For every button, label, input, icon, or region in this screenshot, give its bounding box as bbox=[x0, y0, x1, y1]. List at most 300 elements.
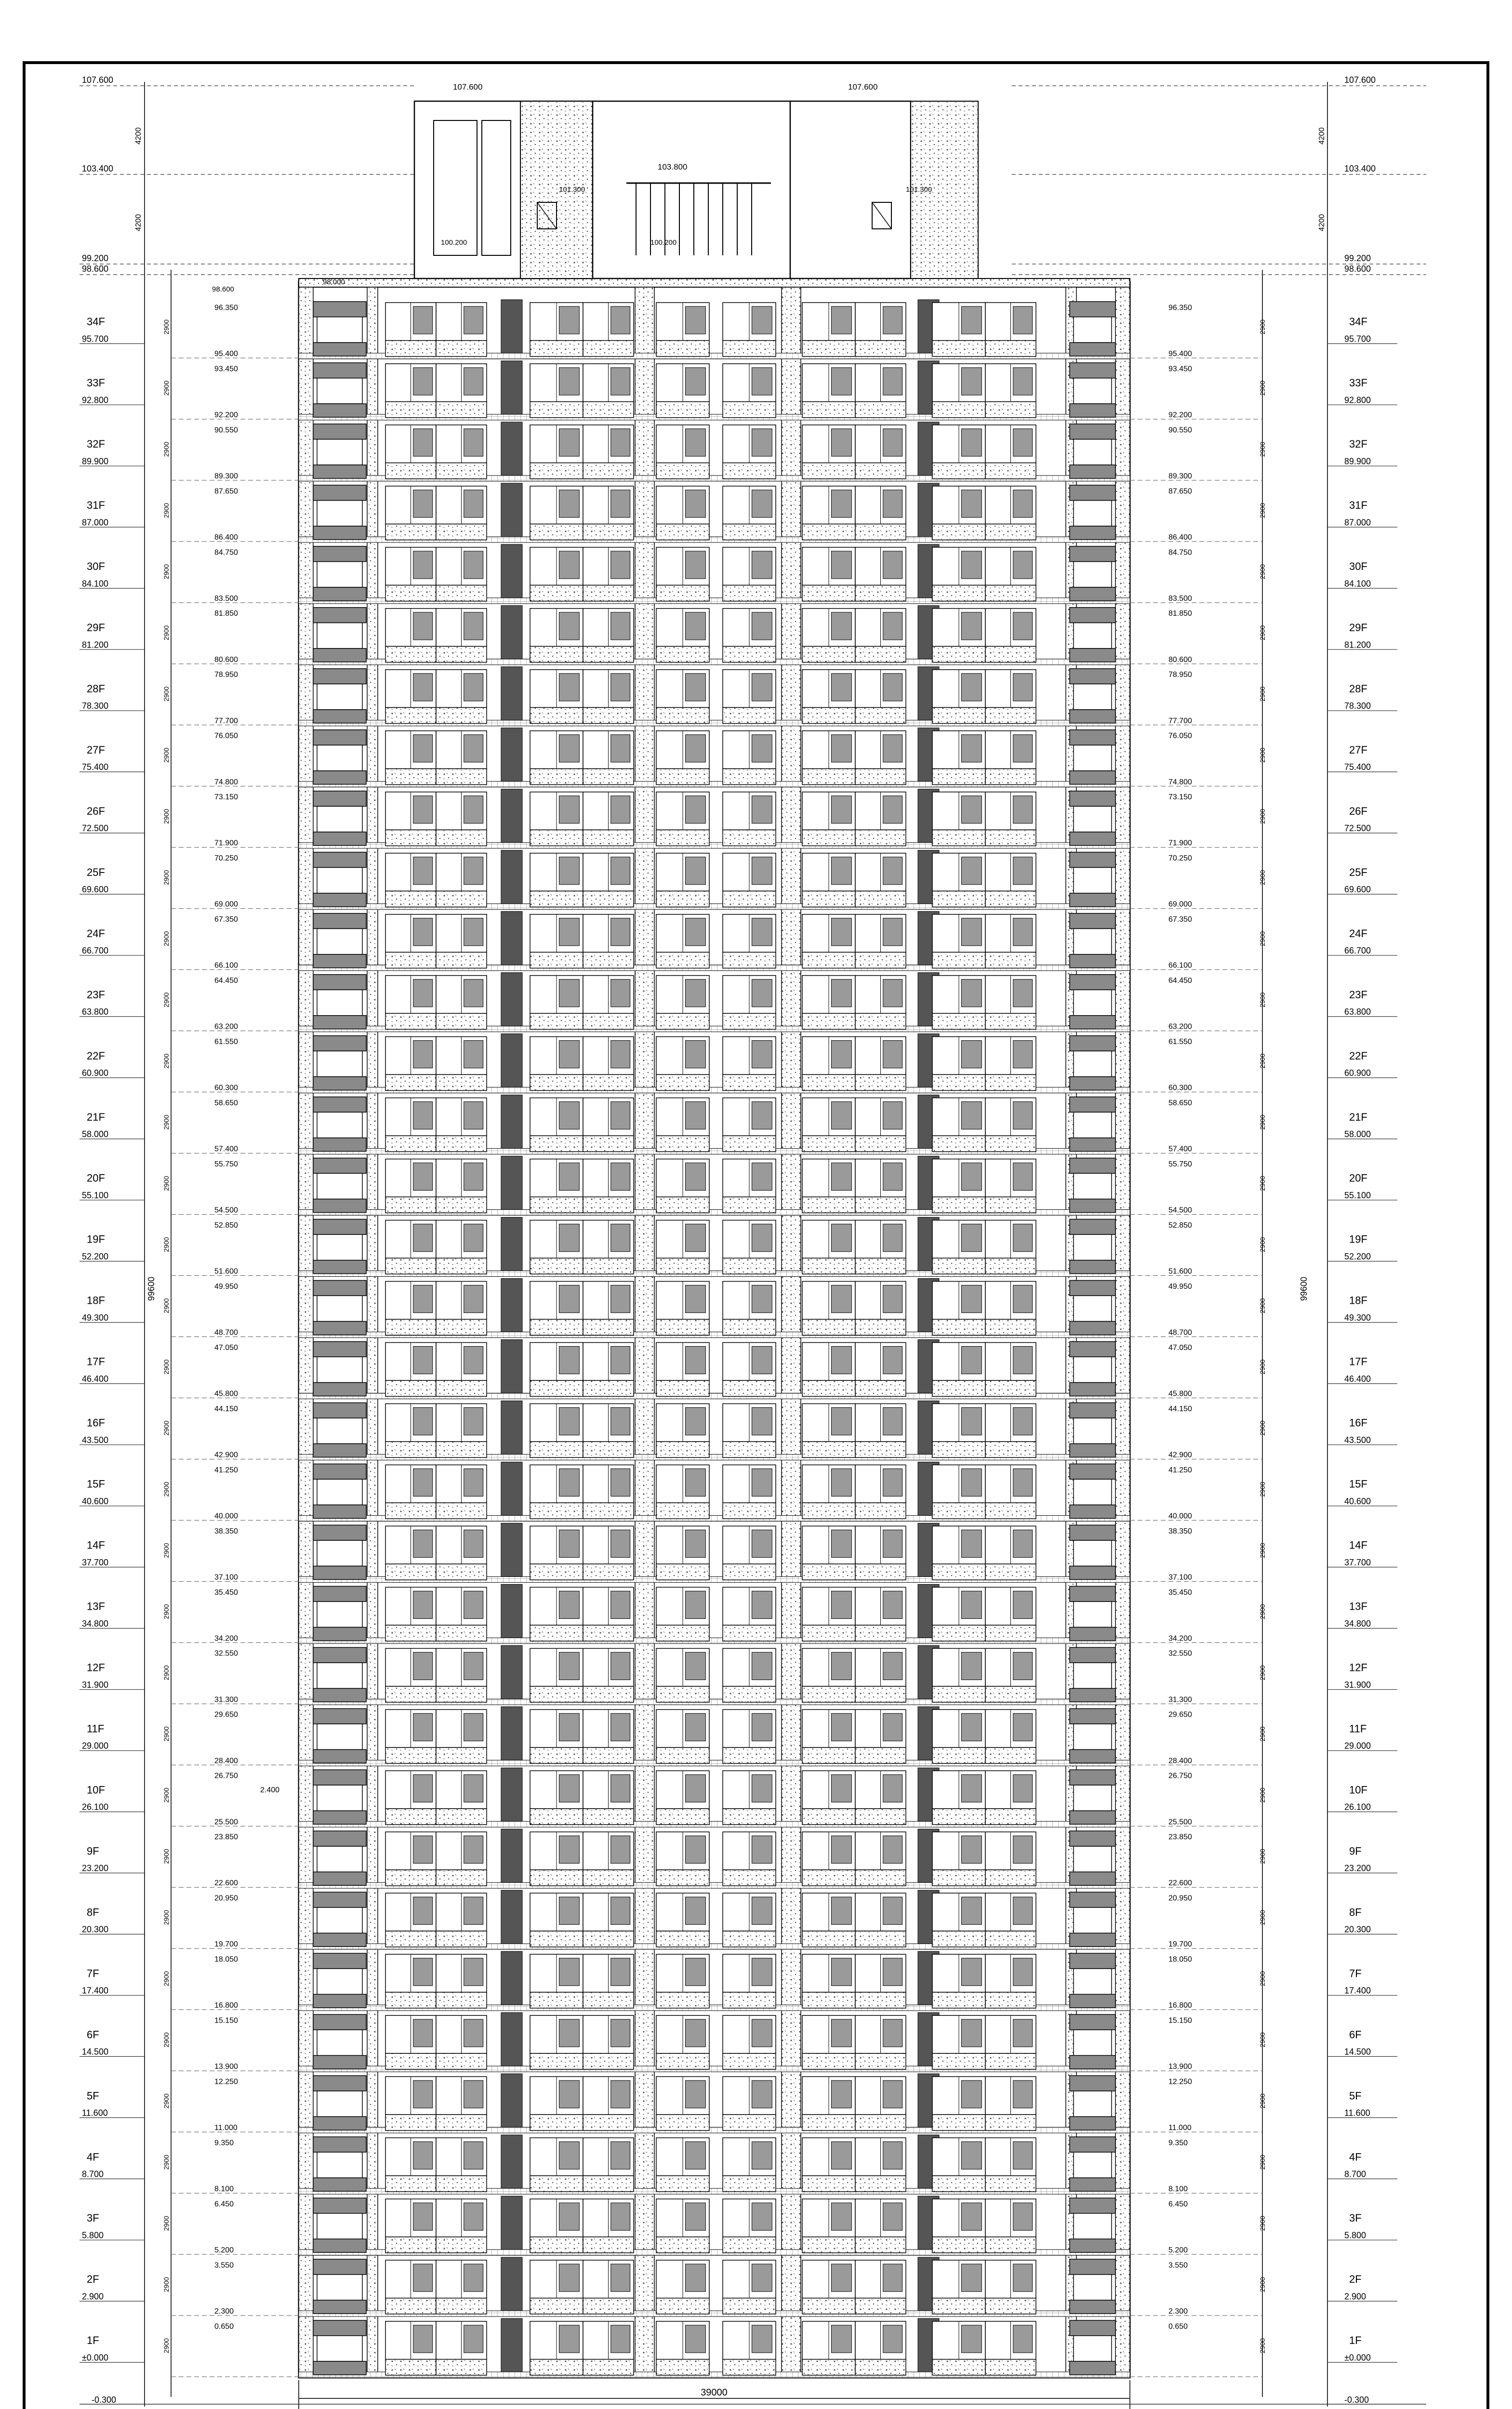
window-bay bbox=[855, 1220, 906, 1274]
window-bay bbox=[436, 853, 487, 907]
window-bay bbox=[385, 486, 436, 540]
balcony-rail bbox=[985, 2176, 1036, 2192]
balcony-rail bbox=[723, 1992, 776, 2008]
window-bay bbox=[723, 2015, 776, 2069]
window-glass bbox=[962, 1102, 982, 1129]
balcony-rail bbox=[385, 2237, 436, 2253]
window-glass bbox=[611, 2019, 630, 2047]
grey-panel bbox=[1070, 1342, 1115, 1357]
balcony-rail bbox=[855, 1564, 906, 1580]
window-bay bbox=[802, 2077, 855, 2131]
grey-panel bbox=[313, 1770, 366, 1785]
head-left: 80.600 bbox=[214, 655, 238, 664]
window-bay bbox=[802, 976, 855, 1030]
window-glass bbox=[686, 979, 706, 1007]
grey-panel bbox=[1070, 913, 1115, 929]
balcony-rail bbox=[385, 1625, 436, 1641]
side-window bbox=[317, 745, 362, 771]
balcony-rail bbox=[985, 708, 1036, 724]
window-glass bbox=[464, 1163, 483, 1191]
window-bay bbox=[723, 2199, 776, 2253]
floor-elev-right: 31.900 bbox=[1344, 1680, 1371, 1690]
balcony-rail bbox=[656, 341, 709, 357]
window-glass bbox=[883, 429, 902, 456]
grey-panel bbox=[1070, 1138, 1115, 1152]
dark-column bbox=[501, 361, 522, 414]
balcony-rail bbox=[656, 647, 709, 662]
side-window bbox=[1074, 2213, 1112, 2239]
window-glass bbox=[962, 1285, 982, 1313]
grey-panel bbox=[1070, 1464, 1115, 1479]
head-right: 54.500 bbox=[1168, 1206, 1192, 1215]
window-glass bbox=[883, 979, 902, 1007]
floor-dim-left: 2900 bbox=[162, 1114, 170, 1130]
window-glass bbox=[832, 1102, 852, 1129]
window-bay bbox=[985, 1220, 1036, 1274]
window-glass bbox=[962, 551, 982, 579]
floor-dim-right: 2900 bbox=[1259, 1665, 1266, 1681]
window-bay bbox=[855, 609, 906, 662]
window-glass bbox=[962, 1347, 982, 1374]
window-glass bbox=[611, 1713, 630, 1741]
floor-dim-left: 2900 bbox=[162, 931, 170, 946]
balcony-rail bbox=[932, 1197, 985, 1213]
window-glass bbox=[464, 2325, 483, 2353]
balcony-rail bbox=[723, 952, 776, 968]
floor-name-left: 6F bbox=[87, 2028, 99, 2041]
window-bay bbox=[985, 2321, 1036, 2375]
floor-name-right: 6F bbox=[1349, 2028, 1362, 2041]
dark-column bbox=[501, 1951, 522, 2005]
side-window bbox=[317, 1296, 362, 1321]
window-glass bbox=[611, 2325, 630, 2353]
sill-left: 90.550 bbox=[214, 426, 238, 435]
balcony-rail bbox=[932, 1258, 985, 1274]
floor-elev-right: 37.700 bbox=[1344, 1557, 1371, 1567]
side-window bbox=[1074, 439, 1112, 465]
balcony-rail bbox=[723, 1503, 776, 1519]
sill-right: 64.450 bbox=[1168, 977, 1192, 985]
head-left: 19.700 bbox=[214, 1940, 238, 1949]
window-glass bbox=[962, 1224, 982, 1252]
dark-column bbox=[501, 300, 522, 353]
floor-dim-left: 2900 bbox=[162, 2277, 170, 2292]
floor-elev-right: 34.800 bbox=[1344, 1618, 1371, 1628]
window-glass bbox=[962, 979, 982, 1007]
grey-panel bbox=[1070, 465, 1115, 478]
sill-right: 76.050 bbox=[1168, 732, 1192, 741]
sill-left: 87.650 bbox=[214, 487, 238, 496]
balcony-rail bbox=[436, 1931, 487, 1947]
floor-elev-left: 26.100 bbox=[82, 1802, 109, 1812]
window-glass bbox=[413, 429, 433, 456]
sill-right: 58.650 bbox=[1168, 1099, 1192, 1108]
floor-name-left: 14F bbox=[87, 1539, 105, 1551]
balcony-rail bbox=[530, 524, 583, 540]
grey-panel bbox=[1070, 363, 1115, 378]
window-bay bbox=[723, 1587, 776, 1641]
floor-name-right: 28F bbox=[1349, 682, 1367, 695]
grey-panel bbox=[313, 2300, 366, 2314]
floor-name-left: 30F bbox=[87, 560, 105, 573]
window-bay bbox=[855, 2199, 906, 2253]
floor-elev-left: 75.400 bbox=[82, 762, 109, 772]
floor-name-left: 3F bbox=[87, 2212, 99, 2224]
side-window bbox=[317, 1357, 362, 1382]
head-right: 34.200 bbox=[1168, 1634, 1192, 1643]
window-bay bbox=[583, 1343, 634, 1397]
side-window bbox=[317, 2030, 362, 2055]
floor-elev-left: 8.700 bbox=[82, 2169, 104, 2179]
window-glass bbox=[559, 429, 580, 456]
balcony-rail bbox=[583, 1442, 634, 1457]
floor-name-right: 27F bbox=[1349, 743, 1367, 756]
window-glass bbox=[962, 1713, 982, 1741]
side-window bbox=[1074, 2275, 1112, 2300]
sill-right: 29.650 bbox=[1168, 1710, 1192, 1719]
top-dim-left-1: 4200 bbox=[134, 127, 143, 145]
floor-elev-left: 5.800 bbox=[82, 2230, 104, 2240]
balcony-rail bbox=[802, 1870, 855, 1886]
balcony-rail bbox=[932, 2359, 985, 2375]
dark-column bbox=[501, 1156, 522, 1210]
window-bay bbox=[985, 609, 1036, 662]
window-glass bbox=[413, 674, 433, 701]
floor-dim-left: 2900 bbox=[162, 747, 170, 763]
floor-name-left: 34F bbox=[87, 316, 105, 328]
window-glass bbox=[686, 735, 706, 762]
balcony-rail bbox=[855, 2298, 906, 2314]
balcony-rail bbox=[436, 1686, 487, 1702]
side-window bbox=[317, 378, 362, 404]
floor-elev-right: 60.900 bbox=[1344, 1068, 1371, 1078]
balcony-rail bbox=[932, 891, 985, 907]
window-bay bbox=[385, 853, 436, 907]
window-glass bbox=[559, 490, 580, 517]
balcony-rail bbox=[583, 2053, 634, 2069]
window-glass bbox=[611, 1591, 630, 1618]
window-bay bbox=[583, 1648, 634, 1702]
overall-width-text: 39000 bbox=[701, 2387, 728, 2398]
window-glass bbox=[413, 1347, 433, 1374]
balcony-rail bbox=[385, 952, 436, 968]
window-glass bbox=[413, 1591, 433, 1618]
sill-right: 9.350 bbox=[1168, 2139, 1188, 2147]
side-window bbox=[317, 1540, 362, 1566]
side-window bbox=[317, 1234, 362, 1260]
floor-elev-left: 72.500 bbox=[82, 823, 109, 834]
window-glass bbox=[686, 1224, 706, 1252]
balcony-rail bbox=[530, 585, 583, 601]
window-glass bbox=[1013, 2203, 1033, 2230]
window-bay bbox=[530, 1282, 583, 1336]
top-level-right-label: 99.200 bbox=[1344, 253, 1371, 263]
window-glass bbox=[883, 2142, 902, 2169]
balcony-rail bbox=[583, 1992, 634, 2008]
floor-elev-right: 84.100 bbox=[1344, 579, 1371, 589]
floor-elev-left: 87.000 bbox=[82, 517, 109, 528]
balcony-rail bbox=[436, 1870, 487, 1886]
balcony-rail bbox=[385, 1013, 436, 1029]
window-bay bbox=[985, 1954, 1036, 2008]
balcony-rail bbox=[385, 1380, 436, 1396]
balcony-rail bbox=[656, 2359, 709, 2375]
floor-dim-right: 2900 bbox=[1259, 564, 1266, 580]
window-bay bbox=[855, 2321, 906, 2375]
window-glass bbox=[611, 918, 630, 946]
head-right: 16.800 bbox=[1168, 2001, 1192, 2010]
side-window bbox=[1074, 1418, 1112, 1443]
window-glass bbox=[611, 1469, 630, 1496]
window-bay bbox=[530, 731, 583, 785]
floor-elev-left: 58.000 bbox=[82, 1129, 109, 1139]
window-glass bbox=[464, 1041, 483, 1068]
window-bay bbox=[985, 2077, 1036, 2131]
floor-name-right: 24F bbox=[1349, 927, 1367, 940]
balcony-rail bbox=[385, 1197, 436, 1213]
floor-elev-right: ±0.000 bbox=[1344, 2353, 1371, 2363]
window-bay bbox=[855, 1403, 906, 1457]
window-bay bbox=[985, 1771, 1036, 1825]
window-bay bbox=[656, 547, 709, 601]
window-bay bbox=[932, 1648, 985, 1702]
window-glass bbox=[464, 674, 483, 701]
balcony-rail bbox=[385, 1074, 436, 1090]
head-right: 11.000 bbox=[1168, 2124, 1192, 2132]
window-glass bbox=[752, 1285, 772, 1313]
balcony-rail bbox=[723, 1380, 776, 1396]
grey-panel bbox=[313, 2055, 366, 2069]
head-right: 74.800 bbox=[1168, 778, 1192, 786]
side-window bbox=[317, 2152, 362, 2178]
balcony-rail bbox=[530, 1686, 583, 1702]
balcony-rail bbox=[802, 1809, 855, 1825]
window-bay bbox=[723, 731, 776, 785]
head-right: 83.500 bbox=[1168, 594, 1192, 603]
window-bay bbox=[802, 364, 855, 418]
balcony-rail bbox=[985, 891, 1036, 907]
window-bay bbox=[583, 976, 634, 1030]
balcony-rail bbox=[985, 524, 1036, 540]
balcony-rail bbox=[932, 708, 985, 724]
window-bay bbox=[385, 2015, 436, 2069]
floor-elev-left: 49.300 bbox=[82, 1312, 109, 1323]
floor-dim-left: 2900 bbox=[162, 625, 170, 641]
window-bay bbox=[802, 1709, 855, 1763]
floor-name-left: 17F bbox=[87, 1355, 105, 1368]
balcony-rail bbox=[530, 769, 583, 785]
balcony-rail bbox=[855, 402, 906, 418]
balcony-rail bbox=[656, 2237, 709, 2253]
sill-right: 12.250 bbox=[1168, 2078, 1192, 2086]
balcony-rail bbox=[530, 1931, 583, 1947]
window-glass bbox=[413, 1407, 433, 1435]
balcony-rail bbox=[855, 2115, 906, 2131]
balcony-rail bbox=[436, 647, 487, 662]
balcony-rail bbox=[985, 1319, 1036, 1335]
floor-dim-left: 2900 bbox=[162, 1604, 170, 1619]
balcony-rail bbox=[583, 1625, 634, 1641]
balcony-rail bbox=[583, 463, 634, 479]
balcony-rail bbox=[932, 524, 985, 540]
dark-column bbox=[501, 2135, 522, 2188]
window-bay bbox=[855, 1893, 906, 1947]
grey-panel bbox=[1070, 2076, 1115, 2091]
balcony-rail bbox=[436, 1442, 487, 1457]
window-glass bbox=[752, 796, 772, 823]
window-glass bbox=[686, 368, 706, 395]
window-glass bbox=[883, 2019, 902, 2047]
window-glass bbox=[464, 551, 483, 579]
window-bay bbox=[855, 547, 906, 601]
balcony-rail bbox=[802, 769, 855, 785]
balcony-rail bbox=[723, 1013, 776, 1029]
floor-name-left: 7F bbox=[87, 1967, 99, 1980]
floor-dim-right: 2900 bbox=[1259, 931, 1266, 946]
balcony-rail bbox=[385, 1992, 436, 2008]
balcony-rail bbox=[802, 1136, 855, 1152]
window-bay bbox=[436, 547, 487, 601]
balcony-rail bbox=[436, 1319, 487, 1335]
balcony-rail bbox=[656, 1013, 709, 1029]
head-left: 77.700 bbox=[214, 716, 238, 725]
window-glass bbox=[1013, 429, 1033, 456]
floor-dim-left: 2900 bbox=[162, 1543, 170, 1558]
window-glass bbox=[752, 2142, 772, 2169]
balcony-rail bbox=[932, 1503, 985, 1519]
window-glass bbox=[1013, 735, 1033, 762]
side-window bbox=[1074, 562, 1112, 587]
floor-elev-right: 26.100 bbox=[1344, 1802, 1371, 1812]
window-bay bbox=[985, 1343, 1036, 1397]
window-bay bbox=[932, 1282, 985, 1336]
head-left: 57.400 bbox=[214, 1145, 238, 1153]
window-bay bbox=[436, 486, 487, 540]
window-glass bbox=[832, 2264, 852, 2291]
window-bay bbox=[656, 364, 709, 418]
head-left: 8.100 bbox=[214, 2185, 234, 2194]
window-bay bbox=[583, 2260, 634, 2314]
grey-panel bbox=[313, 1158, 366, 1174]
grey-panel bbox=[313, 404, 366, 417]
window-bay bbox=[385, 2077, 436, 2131]
sill-left: 78.950 bbox=[214, 671, 238, 679]
window-glass bbox=[1013, 1836, 1033, 1863]
window-glass bbox=[559, 1836, 580, 1863]
head-right: 22.600 bbox=[1168, 1879, 1192, 1888]
window-bay bbox=[932, 2321, 985, 2375]
sill-right: 38.350 bbox=[1168, 1527, 1192, 1535]
head-right: 13.900 bbox=[1168, 2063, 1192, 2071]
window-glass bbox=[686, 612, 706, 640]
floor-dim-left: 2900 bbox=[162, 1910, 170, 1925]
grey-panel bbox=[1070, 669, 1115, 684]
floor-name-left: 23F bbox=[87, 988, 105, 1001]
grey-panel bbox=[313, 526, 366, 540]
grey-panel bbox=[313, 587, 366, 601]
floor-name-right: 33F bbox=[1349, 377, 1367, 389]
balcony-rail bbox=[985, 1442, 1036, 1457]
window-bay bbox=[530, 425, 583, 479]
window-glass bbox=[413, 1652, 433, 1680]
grey-panel bbox=[313, 424, 366, 439]
window-bay bbox=[583, 914, 634, 968]
floor-elev-right: 87.000 bbox=[1344, 517, 1371, 528]
grey-panel bbox=[313, 1464, 366, 1479]
side-window bbox=[1074, 1907, 1112, 1933]
floor-dim-right: 2900 bbox=[1259, 1237, 1266, 1252]
grey-panel bbox=[313, 1505, 366, 1519]
balcony-rail bbox=[530, 891, 583, 907]
grey-panel bbox=[1070, 1403, 1115, 1418]
side-window bbox=[1074, 1785, 1112, 1811]
sill-right: 81.850 bbox=[1168, 609, 1192, 618]
window-glass bbox=[559, 2325, 580, 2353]
window-glass bbox=[883, 2203, 902, 2230]
balcony-rail bbox=[932, 1870, 985, 1886]
sill-right: 20.950 bbox=[1168, 1894, 1192, 1903]
window-bay bbox=[723, 1403, 776, 1457]
window-glass bbox=[962, 735, 982, 762]
floor-name-right: 9F bbox=[1349, 1845, 1362, 1857]
window-bay bbox=[802, 2199, 855, 2253]
balcony-rail bbox=[385, 1809, 436, 1825]
floor-name-right: 7F bbox=[1349, 1967, 1362, 1980]
balcony-rail bbox=[530, 2053, 583, 2069]
balcony-rail bbox=[385, 647, 436, 662]
side-window bbox=[317, 807, 362, 832]
grey-panel bbox=[313, 1281, 366, 1296]
window-bay bbox=[530, 853, 583, 907]
window-glass bbox=[832, 306, 852, 334]
balcony-rail bbox=[530, 1380, 583, 1396]
window-glass bbox=[686, 918, 706, 946]
window-glass bbox=[832, 2080, 852, 2108]
floor-name-left: 5F bbox=[87, 2090, 99, 2102]
window-bay bbox=[985, 792, 1036, 846]
window-glass bbox=[752, 2264, 772, 2291]
grey-panel bbox=[313, 343, 366, 356]
balcony-rail bbox=[932, 2176, 985, 2192]
window-bay bbox=[656, 731, 709, 785]
window-bay bbox=[530, 1159, 583, 1213]
window-glass bbox=[1013, 796, 1033, 823]
window-glass bbox=[832, 1591, 852, 1618]
window-bay bbox=[656, 1282, 709, 1336]
sill-right: 44.150 bbox=[1168, 1404, 1192, 1413]
window-glass bbox=[611, 551, 630, 579]
window-glass bbox=[413, 612, 433, 640]
grey-panel bbox=[313, 485, 366, 501]
head-left: 45.800 bbox=[214, 1390, 238, 1398]
window-glass bbox=[1013, 1652, 1033, 1680]
sill-right: 78.950 bbox=[1168, 671, 1192, 679]
grey-panel bbox=[313, 1322, 366, 1335]
sill-right: 93.450 bbox=[1168, 365, 1192, 373]
window-bay bbox=[855, 1587, 906, 1641]
floor-dim-left: 2900 bbox=[162, 503, 170, 518]
head-right: 92.200 bbox=[1168, 410, 1192, 419]
window-glass bbox=[686, 1652, 706, 1680]
balcony-rail bbox=[985, 1258, 1036, 1274]
window-bay bbox=[583, 486, 634, 540]
floor-dim-right: 2900 bbox=[1259, 992, 1266, 1007]
window-bay bbox=[723, 2321, 776, 2375]
sill-left: 9.350 bbox=[214, 2139, 234, 2147]
window-bay bbox=[656, 914, 709, 968]
sill-right: 26.750 bbox=[1168, 1772, 1192, 1780]
window-glass bbox=[611, 490, 630, 517]
